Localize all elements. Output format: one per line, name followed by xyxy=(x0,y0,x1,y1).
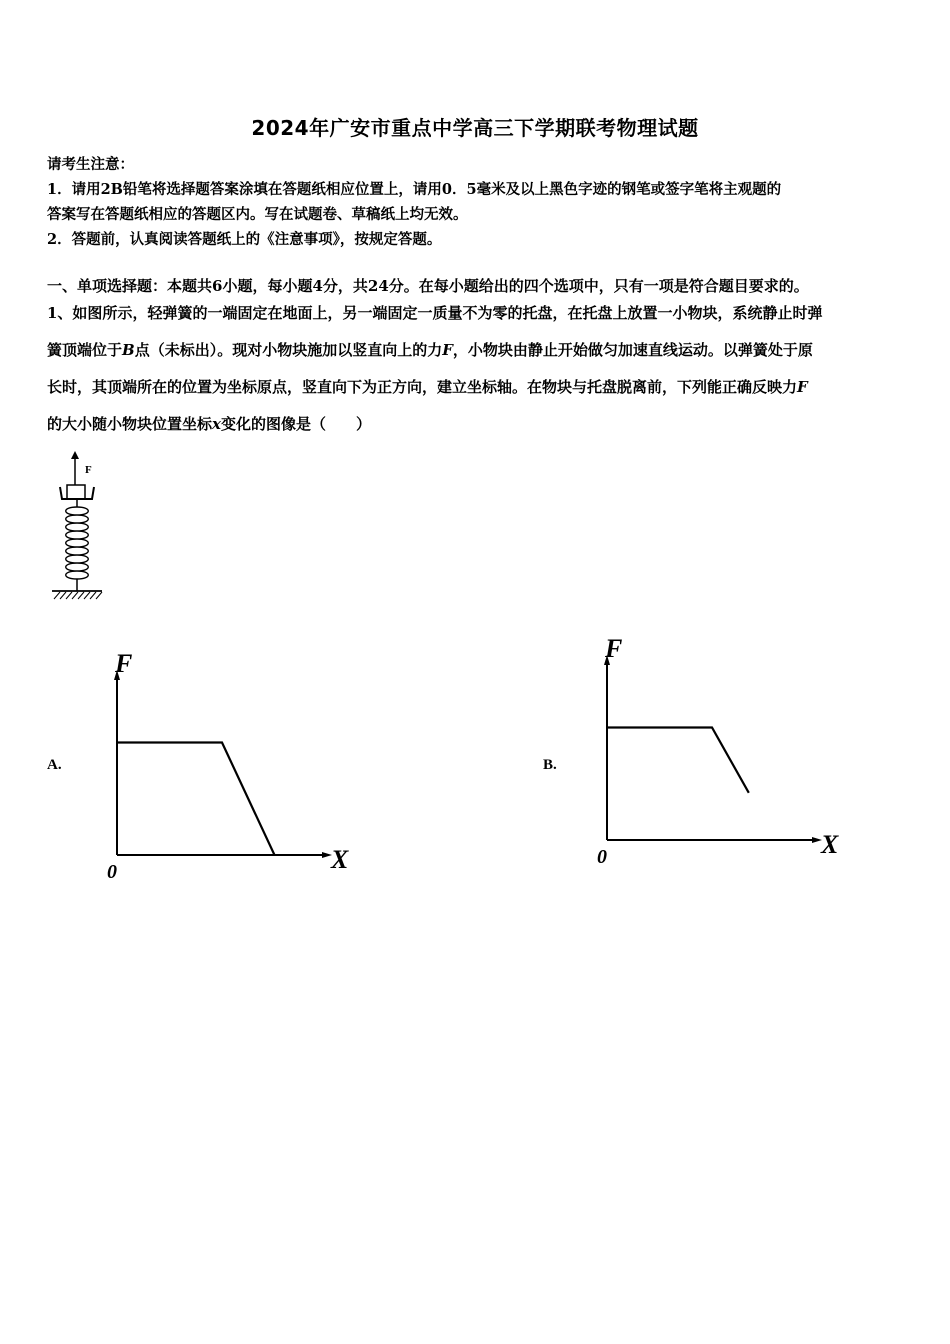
option-a-label: A. xyxy=(47,757,62,773)
ground-hatch xyxy=(54,592,102,599)
option-b-series-line xyxy=(607,728,749,793)
question-1-line-1: 1、如图所示，轻弹簧的一端固定在地面上，另一端固定一质量不为零的托盘，在托盘上放置一小物块，系统静止时弹 xyxy=(47,304,823,322)
option-b-origin-label: 0 xyxy=(597,846,607,868)
option-a-origin-label: 0 xyxy=(107,861,117,883)
notice-item-2: 2．答题前，认真阅读答题纸上的《注意事项》，按规定答题。 xyxy=(47,231,442,248)
question-1-line-2: 簧顶端位于B点（未标出）。现对小物块施加以竖直向上的力F，小物块由静止开始做匀加速直线运动。以弹簧处于原 xyxy=(47,341,813,359)
option-b-chart xyxy=(585,635,855,870)
point-b-label: B xyxy=(122,341,135,359)
force-arrow-head xyxy=(71,451,79,459)
spring-figure xyxy=(40,445,120,610)
option-a-chart xyxy=(95,650,365,885)
option-b-x-label: X xyxy=(821,830,839,859)
section-heading: 一、单项选择题：本题共6小题，每小题4分，共24分。在每小题给出的四个选项中，只有一项是符合题目要求的。 xyxy=(47,277,809,295)
question-1-line-4: 的大小随小物块位置坐标x变化的图像是（ ） xyxy=(47,415,371,433)
figure-force-label: F xyxy=(85,464,92,476)
option-b-label: B. xyxy=(543,757,557,773)
block xyxy=(67,485,85,499)
notice-item-1-line-2: 答案写在答题纸相应的答题区内。写在试题卷、草稿纸上均无效。 xyxy=(47,206,468,223)
position-x-label: x xyxy=(212,415,221,433)
option-a-x-label: X xyxy=(331,845,349,874)
force-f-label: F xyxy=(442,341,453,359)
option-a-y-label: F xyxy=(115,650,133,678)
option-a-series-line xyxy=(117,743,275,856)
notice-heading: 请考生注意： xyxy=(47,156,134,173)
force-f-label-2: F xyxy=(797,378,808,396)
page-title: 2024年广安市重点中学高三下学期联考物理试题 xyxy=(251,116,699,140)
question-1-line-3: 长时，其顶端所在的位置为坐标原点，竖直向下为正方向，建立坐标轴。在物块与托盘脱离前，下列能正确反映力F xyxy=(47,378,808,396)
notice-item-1-line-1: 1．请用2B铅笔将选择题答案涂填在答题纸相应位置上，请用0．5毫米及以上黑色字迹的钢笔或签字笔将主观题的 xyxy=(47,181,782,198)
spring xyxy=(66,507,89,579)
option-b-y-label: F xyxy=(605,635,623,663)
